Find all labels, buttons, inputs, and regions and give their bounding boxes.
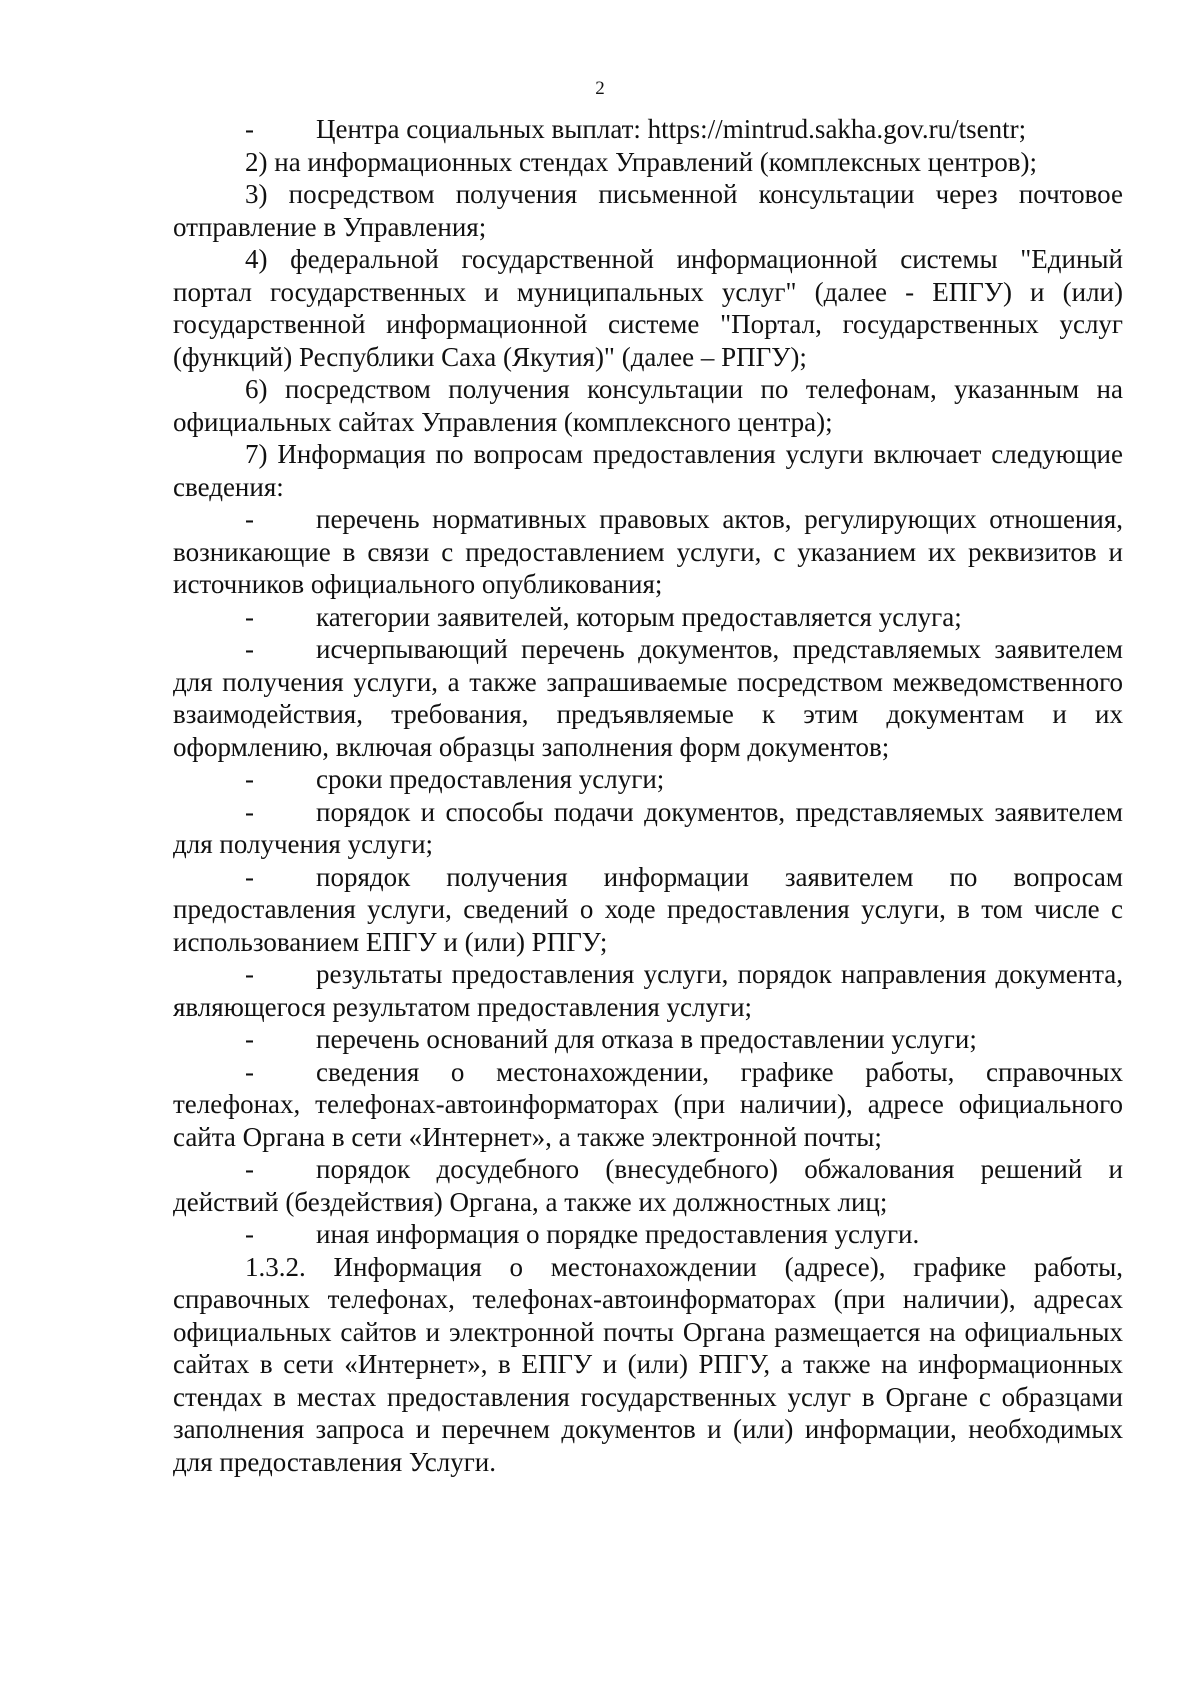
list-item [173, 763, 1123, 796]
paragraph: 3) посредством получения письменной консультации через почтовое отправление в Управления; [173, 179, 1123, 242]
list-item-text: сведения о местонахождении, графике работы, справочных телефонах, телефонах-автоинформаторах (при наличии), адресе официального сайта Органа в сети «Интернет», а также электронной почты; [173, 1056, 1123, 1152]
paragraph: 6) посредством получения консультации по телефонам, указанным на официальных сайтах Управления (комплексного центра); [173, 374, 1123, 437]
paragraph: 4) федеральной государственной информационной системы "Единый портал государственных и муниципальных услуг" (далее - ЕПГУ) и (или) государственной информационной системе "Портал, государственных услуг (функций) Республики Саха (Якутия)" (далее – РПГУ); [173, 244, 1123, 372]
list-item-text: результаты предоставления услуги, порядок направления документа, являющегося результатом предоставления услуги; [173, 959, 1123, 1022]
list-bullet-dash: - [245, 796, 254, 827]
list-item [173, 601, 1123, 634]
list-item [173, 1056, 1123, 1154]
list-item-text: Центра социальных выплат: https://mintrud.sakha.gov.ru/tsentr; [316, 114, 1027, 144]
paragraph: 1.3.2. Информация о местонахождении (адресе), графике работы, справочных телефонах, телефонах-автоинформаторах (при наличии), адресах официальных сайтов и электронной почты Органа размещается на официальных сайтах в сети «Интернет», в ЕПГУ и (или) РПГУ, а также на информационных стендах в местах предоставления государственных услуг в Органе с образцами заполнения запроса и перечнем документов и (или) информации, необходимых для предоставления Услуги. [173, 1251, 1123, 1477]
list-bullet-dash: - [245, 1024, 254, 1054]
list-item [173, 958, 1123, 1023]
list-item [173, 1153, 1123, 1218]
list-bullet-dash: - [245, 861, 254, 892]
list-item-text: сроки предоставления услуги; [316, 764, 665, 794]
list-item-text: порядок и способы подачи документов, представляемых заявителем для получения услуги; [173, 796, 1123, 859]
page-number: 2 [595, 78, 605, 99]
list-item [173, 503, 1123, 601]
list-item-text: категории заявителей, которым предоставляется услуга; [316, 601, 962, 632]
list-bullet-dash: - [245, 504, 254, 534]
document-body [173, 113, 1123, 1478]
list-item-text: исчерпывающий перечень документов, представляемых заявителем для получения услуги, а также запрашиваемые посредством межведомственного взаимодействия, требования, предъявляемые к этим документам и их оформлению, включая образцы заполнения форм документов; [173, 634, 1123, 762]
list-bullet-dash: - [245, 634, 254, 664]
list-item-text: перечень нормативных правовых актов, регулирующих отношения, возникающие в связи с предоставлением услуги, с указанием их реквизитов и источников официального опубликования; [173, 504, 1123, 599]
list-item-text: порядок досудебного (внесудебного) обжалования решений и действий (бездействия) Органа, а также их должностных лиц; [173, 1154, 1123, 1217]
list-bullet-dash: - [245, 764, 254, 794]
list-bullet-dash: - [245, 1154, 254, 1184]
list-item [173, 633, 1123, 763]
list-item [173, 1023, 1123, 1056]
list-item [173, 1218, 1123, 1251]
paragraph: 2) на информационных стендах Управлений (комплексных центров); [245, 146, 1038, 177]
list-bullet-dash: - [245, 1219, 254, 1249]
list-item [173, 796, 1123, 861]
list-item-text: перечень оснований для отказа в предоставлении услуги; [316, 1024, 977, 1054]
list-bullet-dash: - [245, 601, 254, 632]
list-bullet-dash: - [245, 1056, 254, 1087]
list-bullet-dash: - [245, 114, 254, 144]
paragraph: 7) Информация по вопросам предоставления услуги включает следующие сведения: [173, 439, 1123, 502]
list-bullet-dash: - [245, 959, 254, 989]
list-item [173, 861, 1123, 959]
list-item-text: иная информация о порядке предоставления услуги. [316, 1219, 920, 1249]
list-item-text: порядок получения информации заявителем по вопросам предоставления услуги, сведений о ходе предоставления услуги, в том числе с использованием ЕПГУ и (или) РПГУ; [173, 861, 1123, 957]
list-item [173, 113, 1123, 146]
